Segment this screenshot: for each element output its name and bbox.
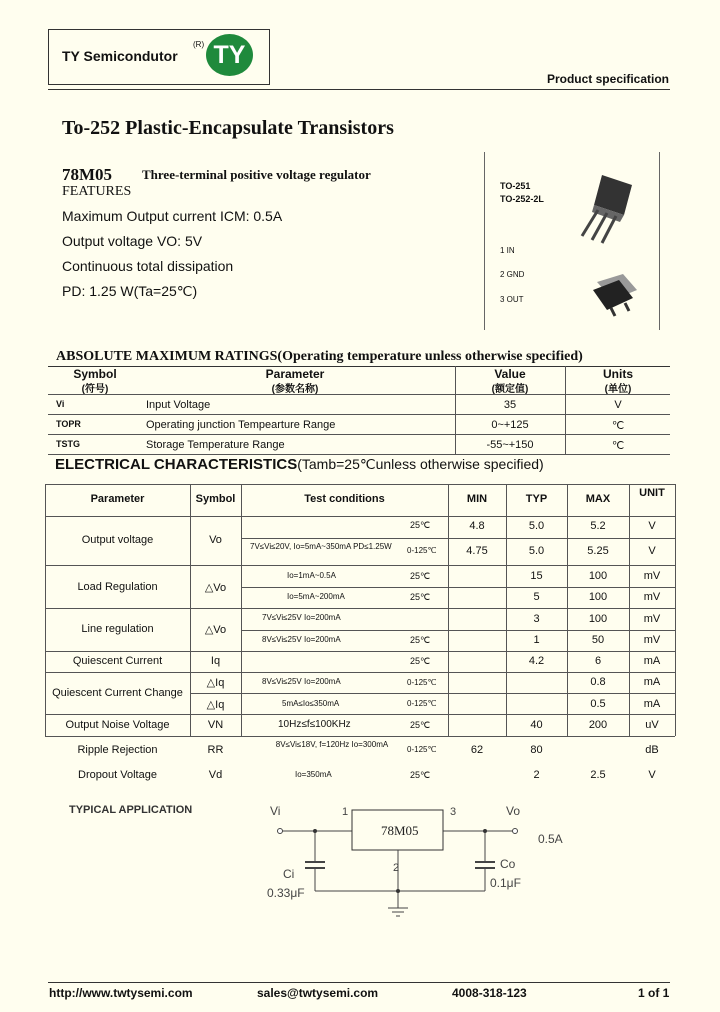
label-current: 0.5A	[538, 832, 563, 846]
footer-phone: 4008-318-123	[452, 986, 527, 1000]
footer-url[interactable]: http://www.twtysemi.com	[49, 986, 193, 1000]
abs-header-units: Units	[603, 367, 633, 381]
elec-max: 0.5	[590, 698, 606, 710]
pin-label: 1 IN	[500, 246, 515, 255]
footer-page: 1 of 1	[638, 986, 670, 1000]
elec-unit: V	[648, 520, 656, 532]
elec-temp: 25℃	[410, 520, 431, 530]
feature-item: Continuous total dissipation	[62, 258, 234, 274]
abs-unit: ℃	[611, 440, 625, 452]
elec-temp: 0-125℃	[407, 546, 437, 555]
table-border	[455, 366, 456, 454]
elec-unit: mV	[643, 613, 661, 625]
registered-mark: (R)	[193, 40, 205, 49]
elec-header-unit: UNIT	[639, 487, 665, 499]
elec-cond: 5mA≤Io≤350mA	[282, 699, 340, 708]
elec-typ: 80	[530, 744, 543, 756]
table-border	[45, 516, 675, 517]
elec-typ: 5.0	[528, 520, 545, 532]
elec-temp: 25℃	[410, 592, 431, 602]
elec-max: 2.5	[590, 769, 606, 781]
part-description: Three-terminal positive voltage regulator	[142, 167, 371, 182]
package-name: TO-251	[500, 181, 531, 191]
elec-symbol: △Iq	[206, 699, 225, 711]
page-title: To-252 Plastic-Encapsulate Transistors	[62, 117, 394, 139]
elec-typ: 4.2	[528, 655, 545, 667]
elec-cond: Io=350mA	[295, 770, 332, 779]
label-vo: Vo	[506, 804, 521, 818]
elec-param: Line regulation	[81, 623, 154, 635]
feature-item: Maximum Output current ICM: 0.5A	[62, 208, 283, 224]
table-border	[45, 714, 675, 715]
junction-dot	[396, 889, 400, 893]
elec-title	[55, 456, 544, 473]
elec-header-min: MIN	[466, 493, 488, 505]
elec-unit: mV	[643, 570, 661, 582]
elec-cond: 8V≤Vi≤25V Io=200mA	[262, 635, 341, 644]
abs-symbol: TSTG	[56, 439, 80, 449]
feature-item: Output voltage VO: 5V	[62, 233, 203, 249]
abs-param: Storage Temperature Range	[146, 439, 285, 451]
table-border	[241, 587, 675, 588]
label-co-value: 0.1μF	[490, 876, 521, 890]
elec-unit: dB	[645, 744, 659, 756]
table-border	[45, 651, 675, 652]
junction-dot	[313, 829, 317, 833]
elec-temp: 25℃	[410, 770, 431, 780]
input-terminal	[278, 829, 283, 834]
elec-temp: 25℃	[410, 635, 431, 645]
elec-header-max: MAX	[585, 493, 611, 505]
table-border	[45, 484, 675, 485]
elec-symbol: VN	[207, 719, 224, 731]
elec-header-conditions: Test conditions	[304, 493, 385, 505]
pin-label: 3 OUT	[500, 295, 524, 304]
elec-typ: 5.0	[528, 545, 545, 557]
elec-cond: 8V≤Vi≤25V Io=200mA	[262, 677, 341, 686]
elec-typ: 3	[533, 613, 540, 625]
label-pin2: 2	[393, 862, 400, 874]
label-pin1: 1	[342, 806, 349, 818]
elec-unit: mA	[643, 655, 661, 667]
abs-symbol: Vi	[56, 399, 65, 409]
elec-param: Output Noise Voltage	[65, 719, 170, 731]
elec-max: 200	[588, 719, 608, 731]
elec-cond: Io=5mA~200mA	[287, 592, 345, 601]
abs-header-value-cn: (额定值)	[491, 384, 529, 395]
elec-min: 62	[470, 744, 484, 756]
elec-max: 0.8	[590, 676, 606, 688]
table-border	[45, 672, 675, 673]
abs-header-parameter: Parameter	[265, 367, 325, 381]
elec-subtitle: (Tamb=25℃unless otherwise specified)	[297, 456, 544, 472]
elec-typ: 40	[530, 719, 543, 731]
abs-header-units-cn: (单位)	[604, 384, 632, 395]
to251-package-icon	[572, 170, 642, 245]
application-circuit	[260, 800, 580, 920]
label-vi: Vi	[270, 804, 281, 818]
elec-unit: mV	[643, 634, 661, 646]
elec-max: 5.2	[590, 520, 606, 532]
header-divider	[48, 89, 670, 90]
footer-divider	[48, 982, 670, 983]
table-border	[241, 484, 242, 736]
elec-symbol: △Vo	[204, 582, 227, 594]
label-ci-value: 0.33μF	[267, 886, 305, 900]
elec-temp: 0-125℃	[407, 699, 437, 708]
elec-header-symbol: Symbol	[195, 493, 236, 505]
elec-cond: 7V≤Vi≤25V Io=200mA	[262, 613, 341, 622]
elec-header-typ: TYP	[525, 493, 548, 505]
elec-cond: 8V≤Vi≤18V, f=120Hz Io=300mA	[275, 740, 389, 749]
elec-unit: V	[648, 769, 656, 781]
elec-typ: 2	[533, 769, 540, 781]
elec-symbol: Vd	[208, 769, 223, 781]
abs-value: -55~+150	[486, 439, 534, 451]
elec-max: 5.25	[587, 545, 609, 557]
elec-param: Output voltage	[81, 534, 154, 546]
label-pin3: 3	[450, 806, 457, 818]
abs-header-symbol: Symbol	[73, 367, 117, 381]
elec-temp: 25℃	[410, 656, 431, 666]
output-terminal	[513, 829, 518, 834]
feature-item: PD: 1.25 W(Ta=25℃)	[62, 283, 198, 299]
abs-symbol: TOPR	[56, 419, 81, 429]
elec-symbol: Iq	[210, 655, 221, 667]
elec-max: 100	[588, 613, 608, 625]
footer-email[interactable]: sales@twtysemi.com	[257, 986, 379, 1000]
elec-unit: mA	[643, 676, 661, 688]
app-title: TYPICAL APPLICATION	[69, 804, 193, 816]
company-name: TY Semicondutor	[62, 48, 178, 64]
elec-min: 4.8	[469, 520, 485, 532]
elec-max: 6	[594, 655, 602, 667]
elec-header-parameter: Parameter	[90, 493, 145, 505]
elec-unit: uV	[645, 719, 659, 731]
elec-temp: 25℃	[410, 571, 431, 581]
elec-unit: V	[648, 545, 656, 557]
label-co: Co	[500, 857, 516, 871]
label-ci: Ci	[283, 867, 295, 881]
elec-cond: Io=1mA~0.5A	[287, 571, 336, 580]
abs-max-title: ABSOLUTE MAXIMUM RATINGS(Operating temperature unless otherwise specified)	[56, 349, 583, 364]
ic-label: 78M05	[381, 823, 419, 838]
elec-typ: 5	[533, 591, 540, 603]
elec-max: 100	[588, 591, 608, 603]
package-name: TO-252-2L	[500, 194, 544, 204]
abs-param: Input Voltage	[146, 399, 211, 411]
to252-package-icon	[585, 270, 645, 320]
table-border	[45, 565, 675, 566]
table-border	[565, 366, 566, 454]
elec-param: Quiescent Current Change	[52, 687, 183, 699]
abs-header-parameter-cn: (参数名称)	[271, 384, 319, 395]
table-border	[48, 414, 670, 415]
elec-typ: 1	[533, 634, 540, 646]
elec-param: Dropout Voltage	[78, 769, 157, 781]
elec-param: Load Regulation	[77, 581, 158, 593]
elec-unit: mV	[643, 591, 661, 603]
elec-symbol: RR	[207, 744, 224, 756]
elec-min: 4.75	[466, 545, 488, 557]
abs-header-symbol-cn: (符号)	[81, 384, 109, 395]
table-border	[675, 484, 676, 736]
junction-dot	[483, 829, 487, 833]
pin-label: 2 GND	[500, 270, 525, 279]
elec-cond: 7V≤Vi≤20V, Io=5mA~350mA PD≤1.25W	[250, 542, 392, 551]
table-border	[241, 630, 675, 631]
elec-param: Ripple Rejection	[77, 744, 158, 756]
abs-param: Operating junction Tempearture Range	[146, 419, 336, 431]
elec-max: 100	[588, 570, 608, 582]
abs-header-value: Value	[494, 367, 526, 381]
elec-param: Quiescent Current	[72, 655, 163, 667]
elec-title-text: ELECTRICAL CHARACTERISTICS	[55, 456, 298, 473]
abs-unit: ℃	[611, 420, 625, 432]
features-heading: FEATURES	[62, 184, 132, 199]
elec-symbol: Vo	[209, 534, 222, 546]
elec-typ: 15	[530, 570, 543, 582]
abs-value: 0~+125	[491, 419, 529, 431]
elec-symbol: △Vo	[204, 624, 227, 636]
company-logo: TY	[206, 34, 253, 76]
table-border	[45, 736, 675, 737]
part-number: 78M05	[62, 165, 113, 184]
abs-value: 35	[503, 399, 517, 411]
elec-temp: 0-125℃	[407, 745, 437, 754]
table-border	[190, 693, 675, 694]
table-border	[241, 538, 675, 539]
abs-unit: V	[614, 399, 622, 411]
elec-cond: 10Hz≤f≤100KHz	[278, 719, 351, 730]
doc-type: Product specification	[546, 72, 669, 86]
table-border	[48, 434, 670, 435]
elec-temp: 25℃	[410, 720, 431, 730]
table-border	[48, 454, 670, 455]
elec-symbol: △Iq	[206, 677, 225, 689]
elec-max: 50	[591, 634, 605, 646]
elec-unit: mA	[643, 698, 661, 710]
table-border	[45, 608, 675, 609]
elec-temp: 0-125℃	[407, 678, 437, 687]
